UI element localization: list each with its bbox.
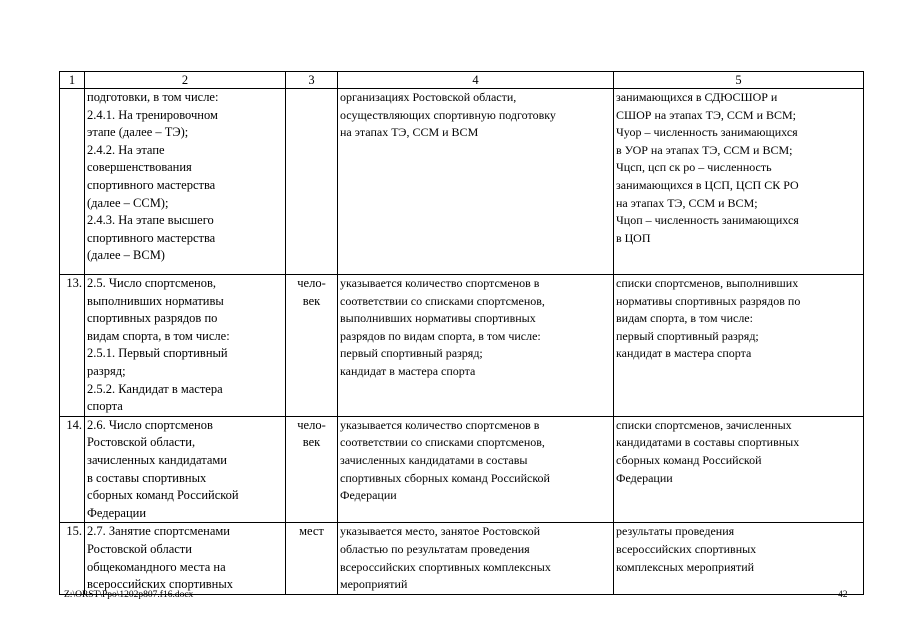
cell-line: указывается количество спортсменов в xyxy=(340,276,540,290)
cell-line: подготовки, в том числе: xyxy=(87,90,219,104)
cell-line: общекомандного места на xyxy=(87,559,226,574)
table-row xyxy=(60,416,864,523)
indicator-cell xyxy=(85,416,286,523)
cell-line: выполнивших нормативы xyxy=(87,293,224,308)
cell-line: век xyxy=(302,293,321,308)
cell-line: организациях Ростовской области, xyxy=(340,90,517,104)
cell-line: 2.4.3. На этапе высшего xyxy=(87,213,214,228)
cell-line: СШОР на этапах ТЭ, ССМ и ВСМ; xyxy=(616,107,797,122)
cell-line: всероссийских спортивных xyxy=(87,577,234,592)
footer-page-number: 42 xyxy=(838,590,848,600)
cell-line: спортивных разрядов по xyxy=(87,311,218,326)
unit-cell xyxy=(286,275,338,417)
unit-cell xyxy=(286,523,338,595)
document-table xyxy=(59,71,864,595)
cell-line: в составы спортивных xyxy=(87,470,207,485)
source-cell xyxy=(614,89,864,275)
cell-line: Федерации xyxy=(340,488,397,503)
cell-line: совершенствования xyxy=(87,160,192,175)
source-cell xyxy=(614,416,864,523)
unit-cell xyxy=(286,416,338,523)
row-number-cell: 15. xyxy=(60,523,85,595)
cell-line: первый спортивный разряд; xyxy=(340,346,483,361)
cell-line: Чуор – численность занимающихся xyxy=(616,125,798,140)
cell-line: кандидат в мастера спорта xyxy=(340,363,476,378)
cell-line: комплексных мероприятий xyxy=(616,559,755,574)
unit-cell xyxy=(286,89,338,275)
cell-line: списки спортсменов, зачисленных xyxy=(616,417,792,432)
source-cell xyxy=(614,523,864,595)
cell-line: Чцсп, цсп ск ро – численность xyxy=(616,160,772,175)
cell-line: 2.5.2. Кандидат в мастера xyxy=(87,381,223,396)
cell-line: нормативы спортивных разрядов по xyxy=(616,293,801,308)
cell-line: мест xyxy=(299,524,324,539)
footer-file-path: Z:\ORST\Ppo\1202p807.f16.docx xyxy=(64,590,194,600)
cell-line: Чцоп – численность занимающихся xyxy=(616,213,799,228)
cell-line: этапе (далее – ТЭ); xyxy=(87,125,189,140)
table-row xyxy=(60,275,864,417)
header-cell: 2 xyxy=(85,72,286,89)
cell-line: 2.5.1. Первый спортивный xyxy=(87,346,228,361)
cell-line: сборных команд Российской xyxy=(616,452,762,467)
cell-line: 2.4.1. На тренировочном xyxy=(87,107,218,122)
row-number-cell xyxy=(60,89,85,275)
cell-line: спортивных сборных команд Российской xyxy=(340,470,550,485)
indicator-cell xyxy=(85,89,286,275)
cell-line: Федерации xyxy=(87,505,147,520)
source-cell xyxy=(614,275,864,417)
method-cell xyxy=(338,275,614,417)
method-cell xyxy=(338,89,614,275)
cell-line: мероприятий xyxy=(340,577,408,592)
cell-line: чело- xyxy=(297,276,326,290)
cell-line: 2.5. Число спортсменов, xyxy=(87,276,217,290)
cell-line: кандидат в мастера спорта xyxy=(616,346,752,361)
cell-line: осуществляющих спортивную подготовку xyxy=(340,107,556,122)
row-number-cell: 14. xyxy=(60,416,85,523)
table-row xyxy=(60,523,864,595)
cell-line: зачисленных кандидатами в составы xyxy=(340,452,528,467)
cell-line: спортивного мастерства xyxy=(87,177,216,192)
cell-line: 2.6. Число спортсменов xyxy=(87,417,213,432)
cell-line: всероссийских спортивных комплексных xyxy=(340,559,551,574)
table-row xyxy=(60,89,864,275)
cell-line: спортивного мастерства xyxy=(87,230,216,245)
cell-line: Ростовской области, xyxy=(87,435,196,450)
cell-line: указывается место, занятое Ростовской xyxy=(340,524,541,539)
cell-line: списки спортсменов, выполнивших xyxy=(616,276,799,290)
cell-line: сборных команд Российской xyxy=(87,488,239,503)
cell-line: 2.4.2. На этапе xyxy=(87,142,165,157)
header-cell: 1 xyxy=(60,72,85,89)
cell-line: на этапах ТЭ, ССМ и ВСМ; xyxy=(616,195,758,210)
cell-line: в УОР на этапах ТЭ, ССМ и ВСМ; xyxy=(616,142,793,157)
cell-line: зачисленных кандидатами xyxy=(87,452,227,467)
method-cell xyxy=(338,523,614,595)
cell-line: кандидатами в составы спортивных xyxy=(616,435,800,450)
method-cell xyxy=(338,416,614,523)
cell-line: соответствии со списками спортсменов, xyxy=(340,435,545,450)
header-cell: 4 xyxy=(338,72,614,89)
cell-line: первый спортивный разряд; xyxy=(616,328,759,343)
cell-line: в ЦОП xyxy=(616,230,651,245)
cell-line: соответствии со списками спортсменов, xyxy=(340,293,545,308)
cell-line: всероссийских спортивных xyxy=(616,541,757,556)
indicator-cell xyxy=(85,275,286,417)
cell-line: областью по результатам проведения xyxy=(340,541,530,556)
cell-line: видам спорта, в том числе: xyxy=(87,328,230,343)
cell-line: спорта xyxy=(87,399,123,414)
cell-line: результаты проведения xyxy=(616,524,735,539)
cell-line: занимающихся в ЦСП, ЦСП СК РО xyxy=(616,177,799,192)
cell-line: выполнивших нормативы спортивных xyxy=(340,311,536,326)
header-cell: 5 xyxy=(614,72,864,89)
cell-line: разряд; xyxy=(87,363,126,378)
cell-line: чело- xyxy=(297,417,326,432)
row-number-cell: 13. xyxy=(60,275,85,417)
cell-line: (далее – ССМ); xyxy=(87,195,169,210)
cell-line: занимающихся в СДЮСШОР и xyxy=(616,90,778,104)
cell-line: на этапах ТЭ, ССМ и ВСМ xyxy=(340,125,479,140)
cell-line: разрядов по видам спорта, в том числе: xyxy=(340,328,541,343)
table-header-row xyxy=(60,72,864,89)
cell-line: видам спорта, в том числе: xyxy=(616,311,753,326)
header-cell: 3 xyxy=(286,72,338,89)
cell-line: Ростовской области xyxy=(87,541,192,556)
indicator-cell xyxy=(85,523,286,595)
cell-line: указывается количество спортсменов в xyxy=(340,417,540,432)
cell-line: век xyxy=(302,435,321,450)
cell-line: 2.7. Занятие спортсменами xyxy=(87,524,230,539)
cell-line: (далее – ВСМ) xyxy=(87,248,165,263)
cell-line: Федерации xyxy=(616,470,673,485)
